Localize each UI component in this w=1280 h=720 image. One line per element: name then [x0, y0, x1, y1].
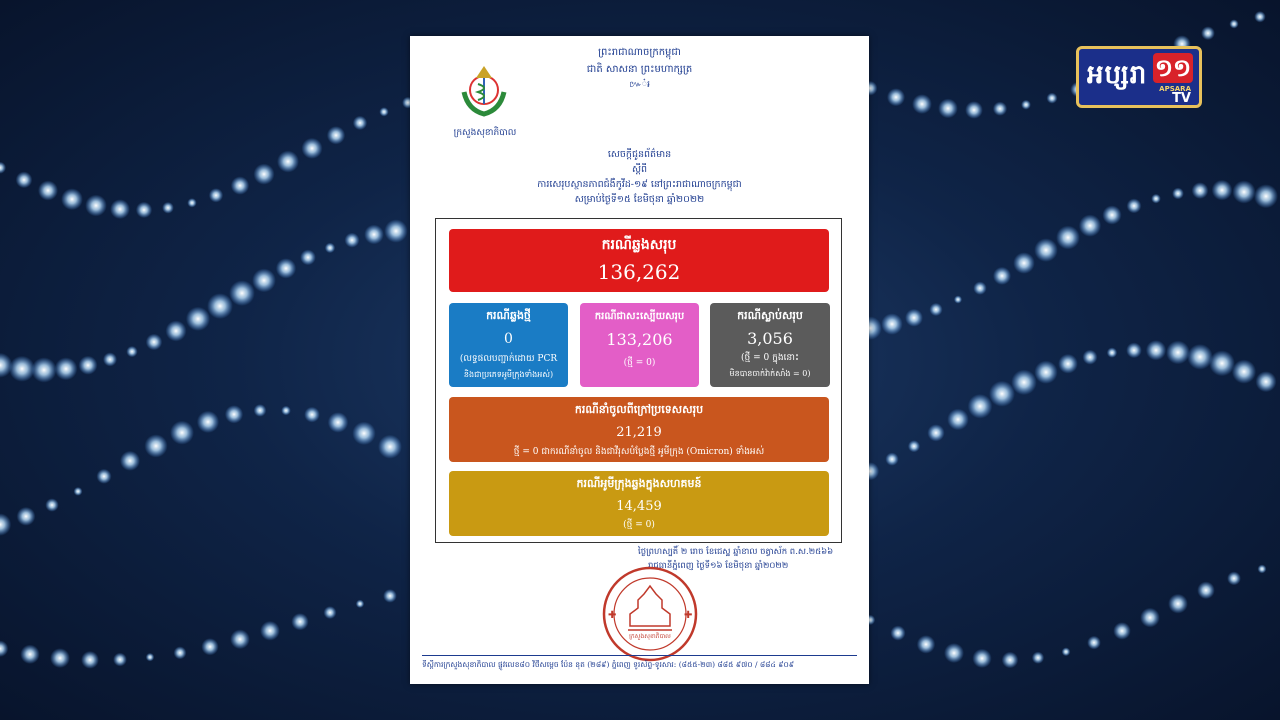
light-dot [81, 651, 99, 669]
light-dot [1021, 100, 1031, 110]
light-dot [50, 648, 70, 668]
light-dot [1002, 652, 1019, 669]
deaths-note1: (ថ្មី = 0 ក្នុងនោះ [741, 353, 799, 363]
new-cases-value: 0 [504, 331, 513, 347]
ministry-seal-stamp [600, 564, 700, 664]
light-dot [383, 589, 397, 603]
light-dot [1212, 180, 1233, 201]
light-dot [113, 653, 127, 667]
new-cases-label: ករណីឆ្លងថ្មី [486, 309, 531, 322]
total-cases-card [449, 229, 829, 292]
channel-logo-number: ១១ [1154, 54, 1192, 82]
recovered-value: 133,206 [606, 330, 673, 349]
light-dot [1254, 11, 1265, 22]
light-dot [890, 626, 905, 641]
recovered-card [580, 303, 699, 387]
light-dot [276, 258, 296, 278]
light-dot [1146, 340, 1166, 360]
svg-text:✚: ✚ [684, 610, 693, 621]
light-dot [1056, 226, 1080, 250]
light-dot [929, 303, 942, 316]
light-dot [1083, 350, 1098, 365]
light-dot [252, 269, 276, 293]
light-dot [887, 88, 905, 106]
light-dot [353, 116, 367, 130]
omicron-community-label: ករណីអូមីក្រុងឆ្លងក្នុងសហគមន៍ [576, 477, 702, 490]
light-dot [908, 440, 920, 452]
light-dot [1034, 238, 1058, 262]
recovered-note: (ថ្មី = 0) [623, 358, 656, 368]
light-dot [1011, 370, 1037, 396]
light-dot [1034, 361, 1057, 384]
light-dot [254, 404, 267, 417]
stamp-caption: ក្រសួងសុខាភិបាល [629, 633, 671, 640]
light-dot [230, 629, 250, 649]
light-dot [1232, 180, 1255, 203]
press-release-title: សេចក្តីជូនព័ត៌មាន [607, 149, 672, 160]
light-dot [1126, 342, 1142, 358]
light-dot [327, 126, 345, 144]
light-dot [356, 600, 364, 608]
light-dot [917, 635, 935, 653]
light-dot [187, 198, 196, 207]
light-dot [384, 219, 407, 242]
light-dot [74, 487, 83, 496]
about-label: ស្តីពី [631, 164, 648, 175]
light-dot [345, 233, 360, 248]
light-dot [162, 202, 174, 214]
light-dot [1062, 647, 1071, 656]
light-dot [260, 621, 280, 641]
light-dot [1172, 188, 1184, 200]
light-dot [905, 309, 923, 327]
footer-address: ទីស្តីការក្រសួងសុខាភិបាល ផ្លូវលេខ៨០ វិថីសម្តេច ប៉ែន នុត (២៨៩) ភ្នំពេញ ទូរស័ព្ទ-ទូរសារ: (៨៥៥-២៣) ៨៨៥ ៩៧០ / ៨៨៤ ៩០៩ [422, 660, 795, 669]
light-dot [325, 243, 335, 253]
light-dot [1256, 371, 1277, 392]
signature-date-lunar: ថ្ងៃព្រហស្បតិ៍ ២ រោច ខែជេស្ឋ ឆ្នាំខាល ចត្វាស័ក ព.ស.២៥៦៦ [638, 547, 834, 557]
light-dot [379, 107, 388, 116]
light-dot [989, 381, 1015, 407]
light-dot [364, 225, 384, 245]
light-dot [253, 164, 274, 185]
light-dot [136, 202, 152, 218]
light-dot [166, 320, 187, 341]
light-dot [209, 188, 223, 202]
light-dot [1102, 205, 1121, 224]
light-dot [1227, 571, 1241, 585]
imported-cases-label: ករណីនាំចូលពីក្រៅប្រទេសសរុប [574, 403, 704, 416]
light-dot [1140, 608, 1160, 628]
light-dot [1209, 350, 1235, 376]
channel-logo-sub: APSARA [1159, 85, 1191, 93]
imported-cases-card [449, 397, 829, 462]
motto: ជាតិ សាសនា ព្រះមហាក្សត្រ [586, 64, 693, 75]
light-dot [126, 346, 137, 357]
light-dot [61, 188, 83, 210]
light-dot [1047, 93, 1058, 104]
light-dot [45, 498, 58, 511]
light-dot [0, 513, 11, 536]
deaths-value: 3,056 [747, 329, 793, 348]
light-dot [1229, 19, 1238, 28]
deaths-label: ករណីស្លាប់សរុប [737, 309, 803, 322]
recovered-label: ករណីជាសះស្បើយសរុប [594, 311, 685, 322]
light-dot [378, 435, 402, 459]
kingdom-heading: ព្រះរាជាណាចក្រកម្ពុជា [598, 47, 681, 58]
new-cases-note2: និងជាប្រភេទអូមីក្រុងទាំងអស់) [463, 370, 554, 379]
total-cases-label: ករណីឆ្លងសរុប [601, 237, 677, 253]
light-dot [1258, 564, 1267, 573]
ministry-name: ក្រសួងសុខាភិបាល [453, 128, 517, 138]
light-dot [1192, 182, 1209, 199]
light-dot [328, 412, 348, 432]
light-dot [352, 422, 375, 445]
light-dot [55, 357, 78, 380]
footer-divider [422, 655, 857, 656]
light-dot [300, 250, 316, 266]
light-dot [304, 407, 320, 423]
light-dot [0, 640, 8, 657]
light-dot [927, 424, 944, 441]
light-dot [972, 649, 991, 668]
press-release-document [410, 36, 869, 684]
light-dot [31, 357, 56, 382]
light-dot [197, 411, 219, 433]
light-dot [324, 606, 337, 619]
signature-date-place: រាជធានីភ្នំពេញ ថ្ងៃទី១៦ ខែមិថុនា ឆ្នាំ២០២២ [648, 561, 789, 571]
light-dot [79, 356, 98, 375]
light-dot [954, 295, 962, 303]
light-dot [17, 507, 36, 526]
light-dot [912, 94, 932, 114]
new-cases-note1: (លទ្ធផលបញ្ជាក់ដោយ PCR [459, 354, 558, 364]
light-dot [207, 293, 233, 319]
light-dot [1201, 26, 1215, 40]
light-dot [146, 653, 155, 662]
light-dot [9, 356, 35, 382]
light-dot [225, 405, 243, 423]
light-dot [16, 172, 33, 189]
channel-logo-tv: TV [1172, 91, 1191, 106]
ornament: ៚៎៛ [629, 80, 650, 90]
light-dot [1197, 581, 1215, 599]
light-dot [146, 334, 163, 351]
light-dot [1113, 622, 1131, 640]
light-dot [968, 394, 993, 419]
light-dot [1151, 194, 1161, 204]
light-dot [186, 307, 210, 331]
deaths-note2: មិនបានចាក់វ៉ាក់សាំង = 0) [729, 369, 811, 378]
light-dot [97, 469, 112, 484]
light-dot [965, 101, 983, 119]
deaths-card [710, 303, 830, 387]
light-dot [301, 138, 322, 159]
light-dot [1127, 199, 1142, 214]
light-dot [1254, 184, 1278, 208]
light-dot [38, 180, 58, 200]
light-dot [291, 613, 308, 630]
channel-logo [1076, 46, 1202, 108]
light-dot [993, 102, 1007, 116]
light-dot [1079, 214, 1101, 236]
light-dot [1013, 252, 1035, 274]
light-dot [144, 434, 167, 457]
light-dot [1107, 347, 1117, 357]
imported-cases-note: ថ្មី = 0 ជាករណីនាំចូល និងជាវីរុសបំប្លែងថ្មី អូមីក្រុង (Omicron) ទាំងអស់ [513, 447, 765, 457]
omicron-community-value: 14,459 [616, 499, 662, 514]
light-dot [1087, 636, 1101, 650]
light-dot [110, 199, 130, 219]
new-cases-card [449, 303, 568, 387]
light-dot [85, 195, 107, 217]
ministry-emblem-icon [458, 62, 510, 118]
light-dot [1187, 344, 1213, 370]
light-dot [1166, 341, 1190, 365]
omicron-community-note: (ថ្មី = 0) [623, 520, 655, 530]
subject-line: ការសេរុបស្ថានភាពជំងឺកូវីដ-១៩ នៅព្រះរាជាណាចក្រកម្ពុជា [537, 179, 742, 190]
light-dot [0, 162, 6, 174]
light-dot [174, 646, 187, 659]
light-dot [120, 451, 140, 471]
channel-logo-name: អប្សរា [1087, 60, 1148, 90]
light-dot [885, 453, 898, 466]
date-line: សម្រាប់ថ្ងៃទី១៥ ខែមិថុនា ឆ្នាំ២០២២ [574, 194, 705, 205]
light-dot [170, 421, 194, 445]
light-dot [277, 151, 299, 173]
statistics-frame [435, 218, 842, 543]
light-dot [281, 406, 291, 416]
light-dot [231, 176, 249, 194]
total-cases-value: 136,262 [597, 260, 681, 284]
light-dot [938, 99, 958, 119]
light-dot [20, 645, 39, 664]
light-dot [1168, 594, 1188, 614]
light-dot [881, 313, 903, 335]
light-dot [947, 409, 969, 431]
svg-text:✚: ✚ [608, 610, 617, 621]
omicron-community-card [449, 471, 829, 536]
light-dot [229, 280, 255, 306]
light-dot [1058, 354, 1078, 374]
light-dot [1032, 652, 1044, 664]
light-dot [944, 643, 964, 663]
light-dot [103, 352, 117, 366]
light-dot [973, 281, 986, 294]
light-dot [1232, 360, 1256, 384]
imported-cases-value: 21,219 [616, 425, 662, 440]
light-dot [201, 638, 218, 655]
light-dot [993, 267, 1011, 285]
